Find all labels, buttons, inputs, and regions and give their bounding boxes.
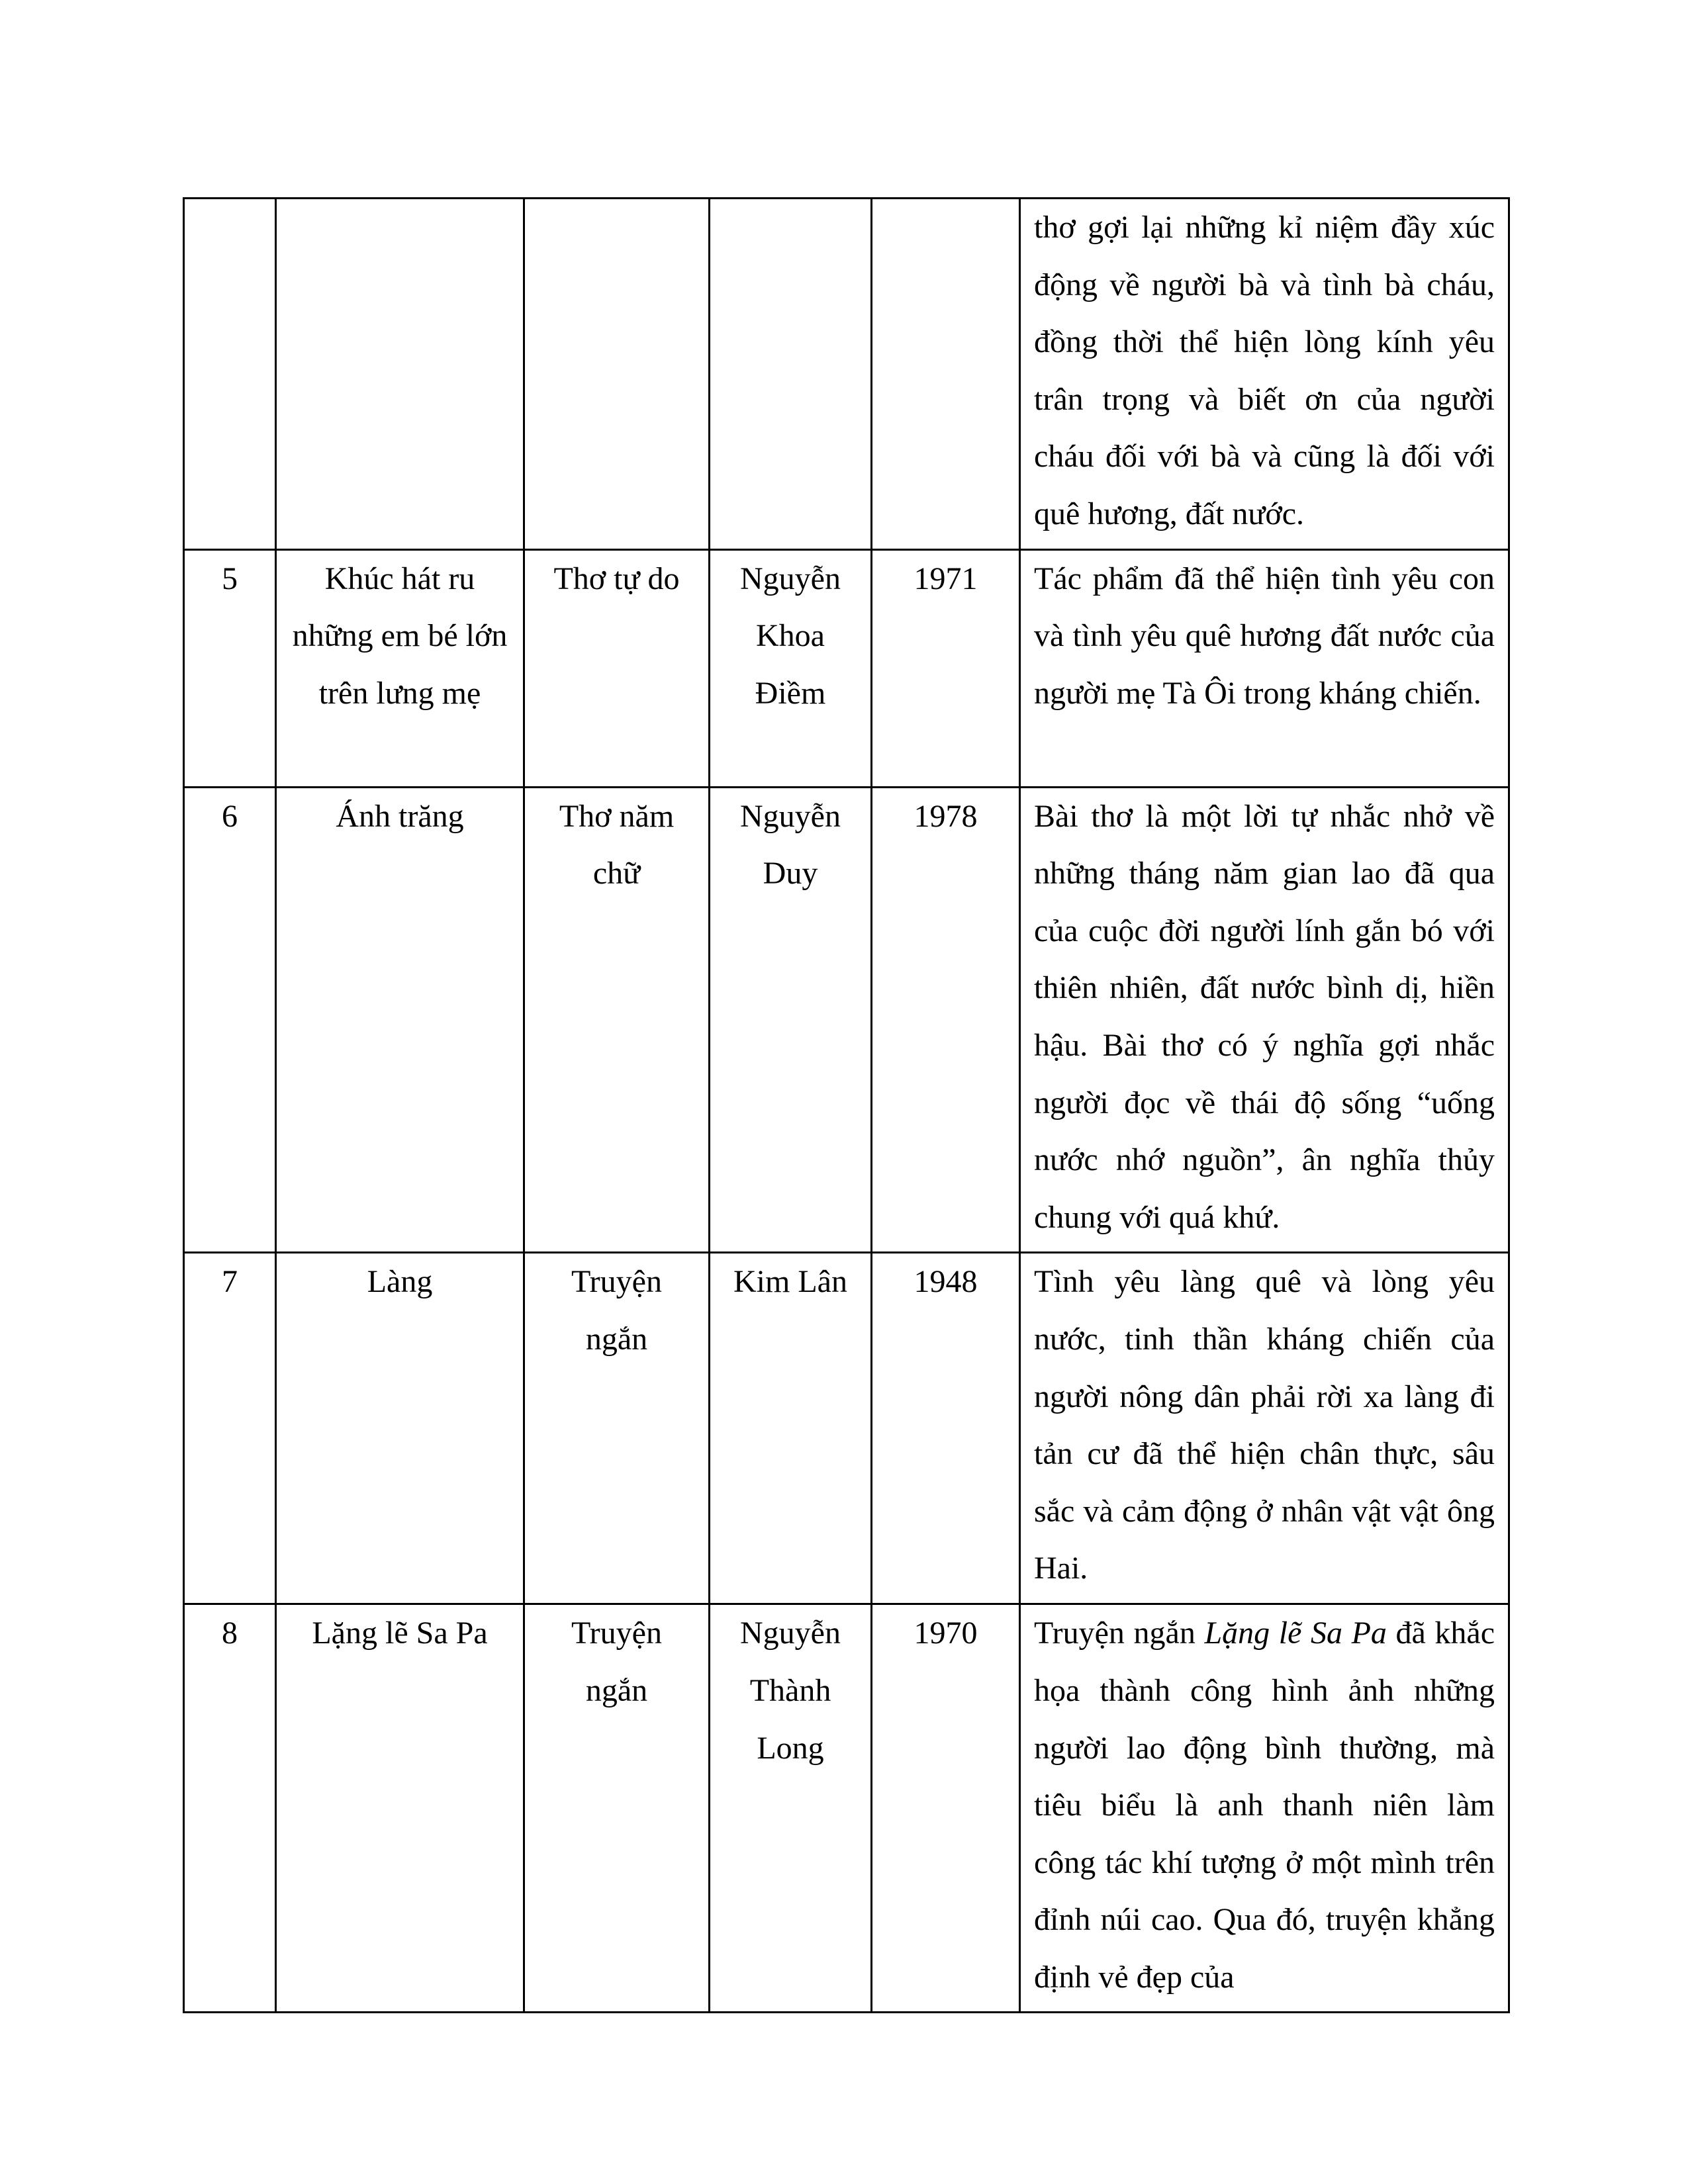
cell-year: 1971	[872, 549, 1020, 787]
cell-title: Lặng lẽ Sa Pa	[276, 1604, 524, 2013]
cell-title: Làng	[276, 1253, 524, 1604]
cell-content: Bài thơ là một lời tự nhắc nhở về những tháng năm gian lao đã qua của cuộc đời người lính gắn bó với thiên nhiên, đất nước bình dị, hiền hậu. Bài thơ có ý nghĩa gợi nhắc người đọc về thái độ sống “uống nước nhớ nguồn”, ân nghĩa thủy chung với quá khứ.	[1020, 787, 1509, 1253]
cell-genre: Thơ tự do	[524, 549, 710, 787]
table-row	[184, 199, 1509, 550]
cell-title: Khúc hát ru những em bé lớn trên lưng mẹ	[276, 549, 524, 787]
cell-author: Nguyễn Khoa Điềm	[710, 549, 872, 787]
cell-genre: Truyện ngắn	[524, 1253, 710, 1604]
cell-content	[1020, 1604, 1509, 2013]
cell-genre	[524, 199, 710, 550]
table-row	[184, 1604, 1509, 2013]
cell-no: 5	[184, 549, 276, 787]
cell-title: Ánh trăng	[276, 787, 524, 1253]
cell-year: 1970	[872, 1604, 1020, 2013]
work-title-italic: Lặng lẽ Sa Pa	[1204, 1615, 1387, 1651]
cell-no: 6	[184, 787, 276, 1253]
cell-year: 1948	[872, 1253, 1020, 1604]
cell-author: Nguyễn Thành Long	[710, 1604, 872, 2013]
table-row	[184, 1253, 1509, 1604]
works-table	[183, 197, 1510, 2013]
cell-no	[184, 199, 276, 550]
cell-content: thơ gợi lại những kỉ niệm đầy xúc động về người bà và tình bà cháu, đồng thời thể hiện lòng kính yêu trân trọng và biết ơn của người cháu đối với bà và cũng là đối với quê hương, đất nước.	[1020, 199, 1509, 550]
content-suffix: đã khắc họa thành công hình ảnh những người lao động bình thường, mà tiêu biểu là anh thanh niên làm công tác khí tượng ở một mình trên đỉnh núi cao. Qua đó, truyện khẳng định vẻ đẹp của	[1034, 1615, 1495, 1995]
table-row	[184, 787, 1509, 1253]
cell-author	[710, 199, 872, 550]
cell-genre: Thơ năm chữ	[524, 787, 710, 1253]
table-row	[184, 549, 1509, 787]
cell-no: 8	[184, 1604, 276, 2013]
content-prefix: Truyện ngắn	[1034, 1615, 1205, 1651]
cell-year	[872, 199, 1020, 550]
cell-genre: Truyện ngắn	[524, 1604, 710, 2013]
cell-no: 7	[184, 1253, 276, 1604]
cell-author: Nguyễn Duy	[710, 787, 872, 1253]
cell-content: Tình yêu làng quê và lòng yêu nước, tinh thần kháng chiến của người nông dân phải rời xa làng đi tản cư đã thể hiện chân thực, sâu sắc và cảm động ở nhân vật vật ông Hai.	[1020, 1253, 1509, 1604]
cell-author: Kim Lân	[710, 1253, 872, 1604]
cell-content: Tác phẩm đã thể hiện tình yêu con và tình yêu quê hương đất nước của người mẹ Tà Ôi trong kháng chiến.	[1020, 549, 1509, 787]
cell-title	[276, 199, 524, 550]
cell-year: 1978	[872, 787, 1020, 1253]
